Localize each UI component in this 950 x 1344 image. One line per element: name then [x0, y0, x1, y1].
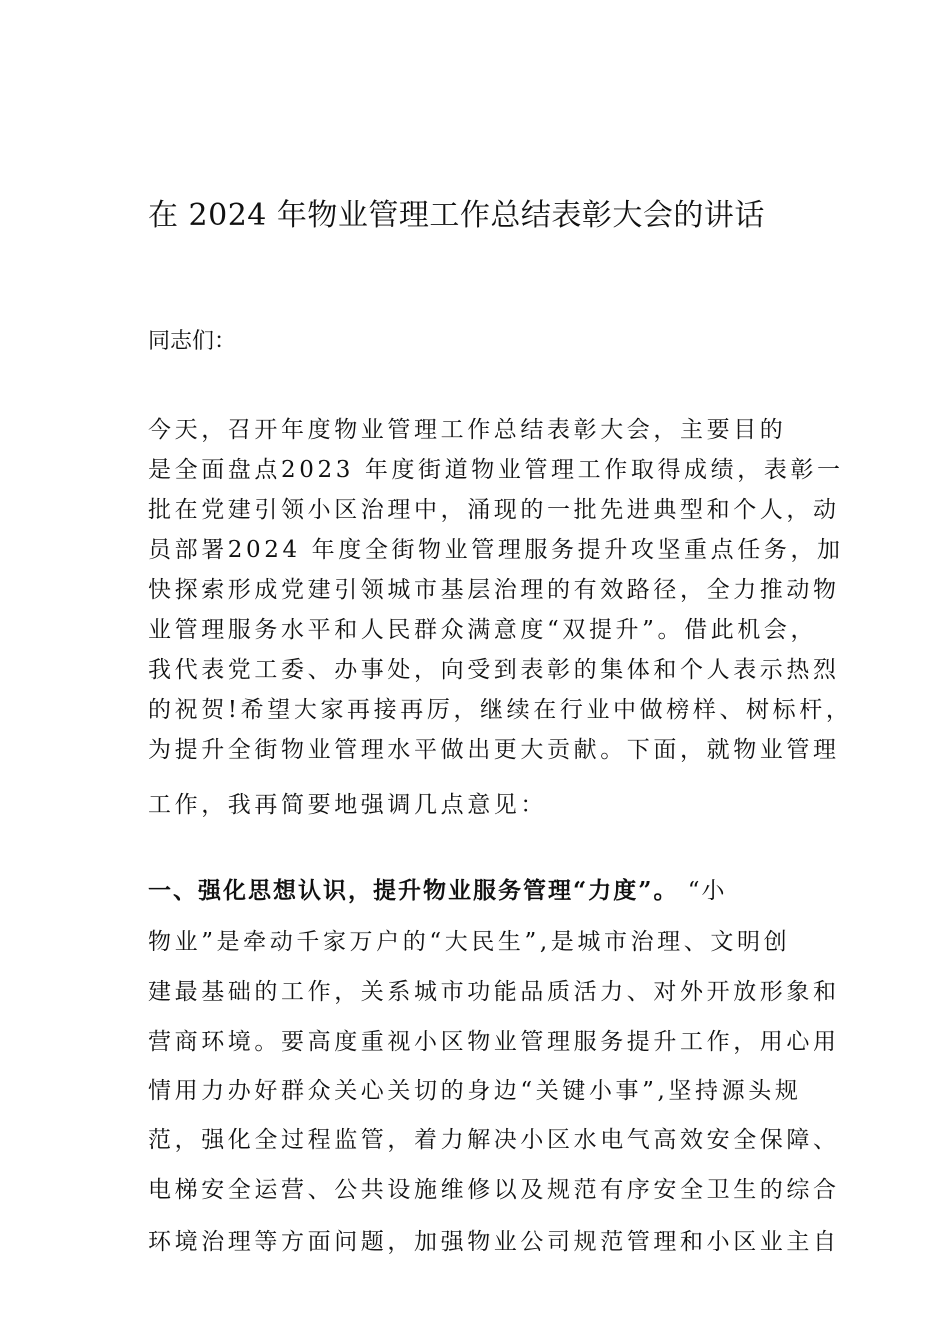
paragraph-line: 员部署2024 年度全街物业管理服务提升攻坚重点任务，加 [148, 537, 844, 563]
paragraph-line: 业管理服务水平和人民群众满意度“双提升”。借此机会， [148, 617, 818, 643]
paragraph-line: 工作，我再简要地强调几点意见： [148, 792, 547, 818]
paragraph-line: 情用力办好群众关心关切的身边“关键小事”,坚持源头规 [148, 1078, 802, 1104]
paragraph-line: 物业”是牵动千家万户的“大民生”,是城市治理、文明创 [148, 929, 791, 955]
paragraph-line: 电梯安全运营、公共设施维修以及规范有序安全卫生的综合 [148, 1177, 840, 1203]
paragraph-line-tail: “小 [678, 878, 727, 904]
paragraph-line: 今天，召开年度物业管理工作总结表彰大会，主要目的 [148, 417, 787, 443]
paragraph-line: 是全面盘点2023 年度街道物业管理工作取得成绩，表彰一 [148, 457, 844, 483]
section-heading: 一、强化思想认识，提升物业服务管理“力度”。 [148, 877, 679, 904]
paragraph-line: 我代表党工委、办事处，向受到表彰的集体和个人表示热烈 [148, 657, 840, 683]
paragraph-line: 建最基础的工作，关系城市功能品质活力、对外开放形象和 [148, 979, 840, 1005]
paragraph-line: 批在党建引领小区治理中，涌现的一批先进典型和个人，动 [148, 497, 840, 523]
paragraph-line: 为提升全街物业管理水平做出更大贡献。下面，就物业管理 [148, 737, 840, 763]
section-heading-line [148, 871, 808, 911]
paragraph-line: 快探索形成党建引领城市基层治理的有效路径，全力推动物 [148, 577, 840, 603]
paragraph-line: 范，强化全过程监管，着力解决小区水电气高效安全保障、 [148, 1127, 840, 1153]
salutation: 同志们： [148, 329, 237, 354]
paragraph-line: 的祝贺!希望大家再接再厉，继续在行业中做榜样、树标杆， [148, 697, 853, 723]
paragraph-line: 环境治理等方面问题，加强物业公司规范管理和小区业主自 [148, 1229, 840, 1255]
paragraph-line: 营商环境。要高度重视小区物业管理服务提升工作，用心用 [148, 1029, 840, 1055]
document-title: 在 2024 年物业管理工作总结表彰大会的讲话 [148, 198, 765, 233]
